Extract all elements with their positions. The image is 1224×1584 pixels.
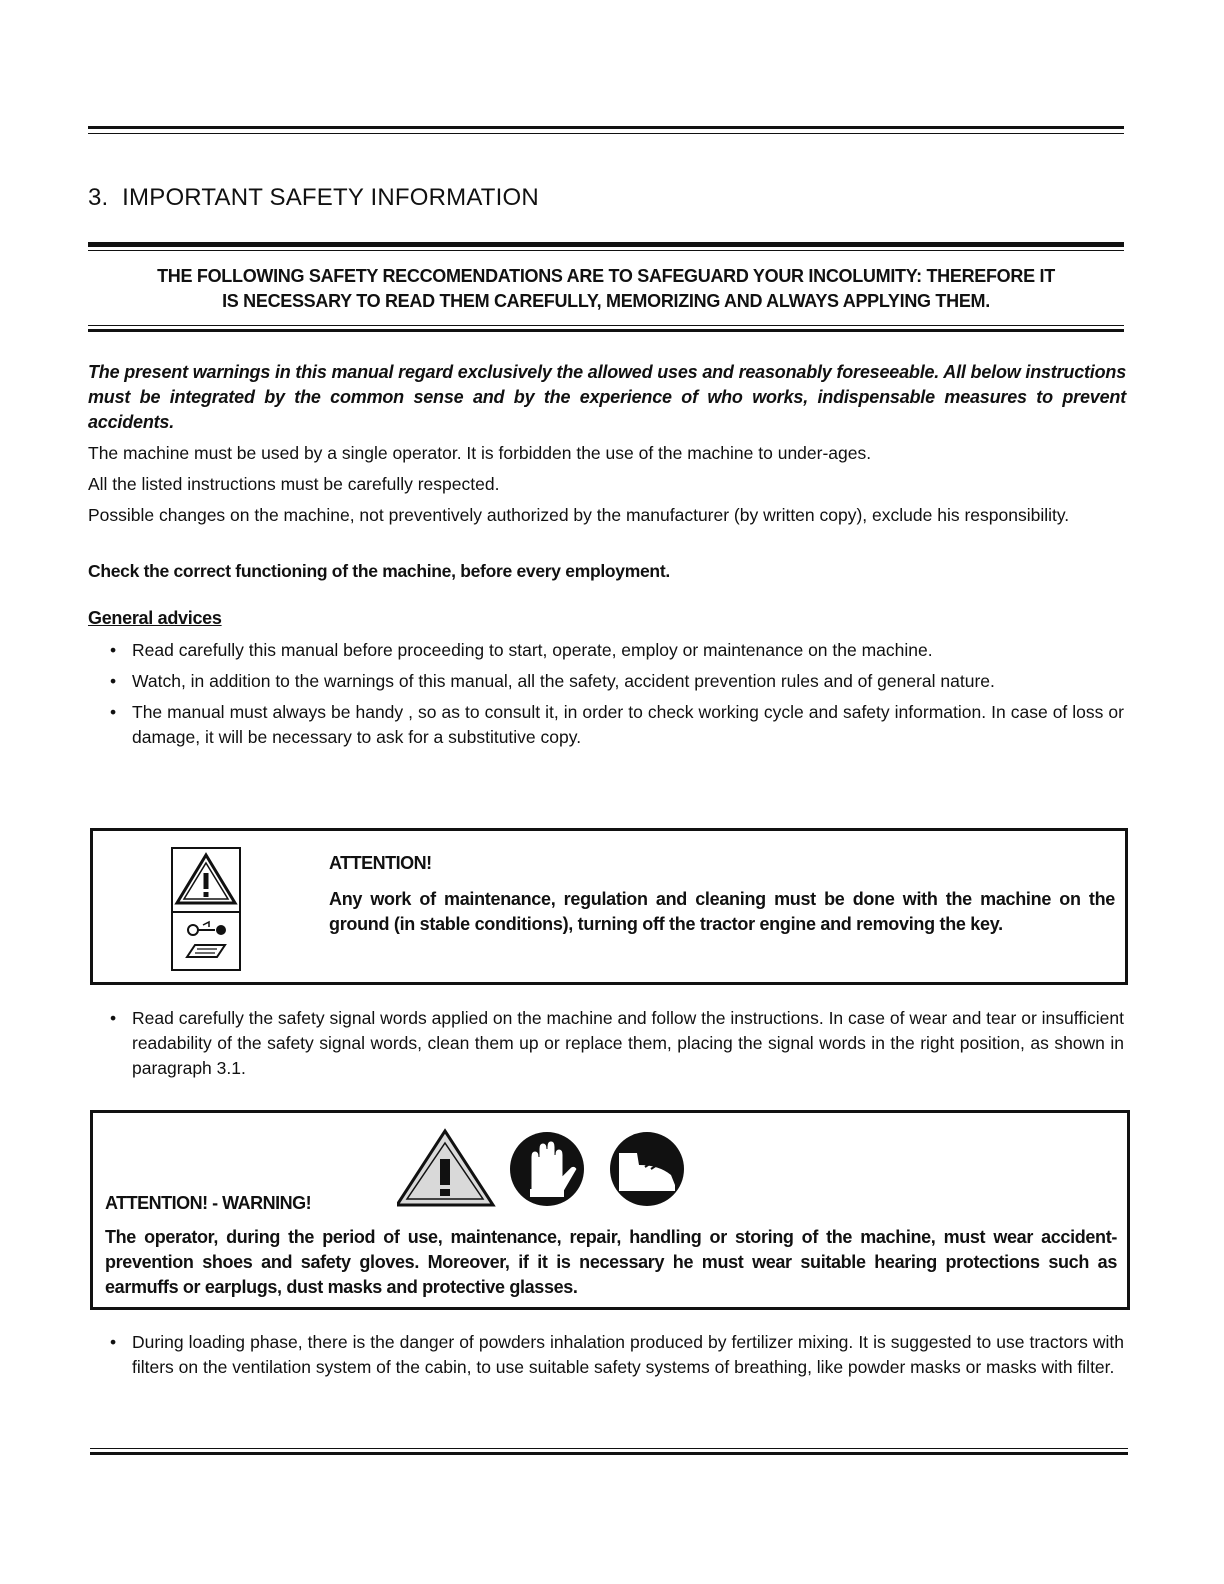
attention-heading: ATTENTION! bbox=[329, 853, 432, 873]
notice-line-2: IS NECESSARY TO READ THEM CAREFULLY, MEMORIZING AND ALWAYS APPLYING THEM. bbox=[222, 291, 990, 311]
key-and-manual-icon bbox=[173, 913, 239, 969]
general-advices-heading: General advices bbox=[88, 608, 222, 628]
warning-heading: ATTENTION! - WARNING! bbox=[105, 1193, 312, 1213]
safety-shoes-icon bbox=[610, 1132, 684, 1206]
intro-warning: The present warnings in this manual regard exclusively the allowed uses and reasonably foreseeable. All below instructions must be integrated by the common sense and by the experience of who works, indispensable measures to prevent accidents. bbox=[88, 362, 1126, 432]
attention-text: Any work of maintenance, regulation and cleaning must be done with the machine on the ground (in stable conditions), turning off the tractor engine and removing the key. bbox=[329, 889, 1115, 934]
intro-paragraph-3: Possible changes on the machine, not preventively authorized by the manufacturer (by written copy), exclude his responsibility. bbox=[88, 505, 1070, 525]
section-title bbox=[88, 184, 539, 212]
signal-words-list bbox=[108, 1006, 1124, 1087]
intro-paragraph-2: All the listed instructions must be carefully respected. bbox=[88, 474, 500, 494]
list-item: • The manual must always be handy , so as to consult it, in order to check working cycle and safety information. In case of loss or damage, it will be necessary to ask for a substitutive copy. bbox=[110, 702, 1124, 747]
list-item: • Read carefully this manual before proceeding to start, operate, employ or maintenance on the machine. bbox=[110, 640, 933, 660]
warning-triangle-icon bbox=[173, 849, 239, 913]
ppe-icons bbox=[397, 1127, 697, 1207]
section-title-text: IMPORTANT SAFETY INFORMATION bbox=[122, 184, 539, 211]
intro-paragraph-4: Check the correct functioning of the machine, before every employment. bbox=[88, 561, 670, 581]
bottom-rule bbox=[90, 1448, 1128, 1449]
notice-top-rule bbox=[88, 242, 1124, 247]
safety-gloves-icon bbox=[510, 1132, 584, 1206]
list-item: • Watch, in addition to the warnings of this manual, all the safety, accident prevention rules and of general nature. bbox=[110, 671, 995, 691]
loading-phase-list bbox=[108, 1330, 1124, 1386]
attention-box bbox=[90, 828, 1128, 985]
general-advices-list bbox=[108, 638, 1124, 756]
safety-notice bbox=[88, 264, 1124, 314]
attention-icon-panel bbox=[171, 847, 241, 971]
warning-text: The operator, during the period of use, maintenance, repair, handling or storing of the machine, must wear accident-prevention shoes and safety gloves. Moreover, if it is necessary he must wear suitable hearing protections such as earmuffs or earplugs, dust masks and protective glasses. bbox=[105, 1227, 1117, 1297]
notice-line-1: THE FOLLOWING SAFETY RECCOMENDATIONS ARE TO SAFEGUARD YOUR INCOLUMITY: THEREFORE IT bbox=[157, 266, 1055, 286]
notice-bottom-rule bbox=[88, 325, 1124, 326]
top-rule bbox=[88, 126, 1124, 129]
list-item: • Read carefully the safety signal words applied on the machine and follow the instructions. In case of wear and tear or insufficient readability of the safety signal words, clean them up or replace them, placing the signal words in the right position, as shown in paragraph 3.1. bbox=[110, 1008, 1124, 1078]
list-item: • During loading phase, there is the danger of powders inhalation produced by fertilizer mixing. It is suggested to use tractors with filters on the ventilation system of the cabin, to use suitable safety systems of breathing, like powder masks or masks with filter. bbox=[110, 1332, 1124, 1377]
intro-paragraph-1: The machine must be used by a single operator. It is forbidden the use of the machine to under-ages. bbox=[88, 443, 872, 463]
warning-triangle-icon bbox=[397, 1131, 493, 1205]
warning-box bbox=[90, 1110, 1130, 1310]
section-number: 3. bbox=[88, 184, 109, 211]
